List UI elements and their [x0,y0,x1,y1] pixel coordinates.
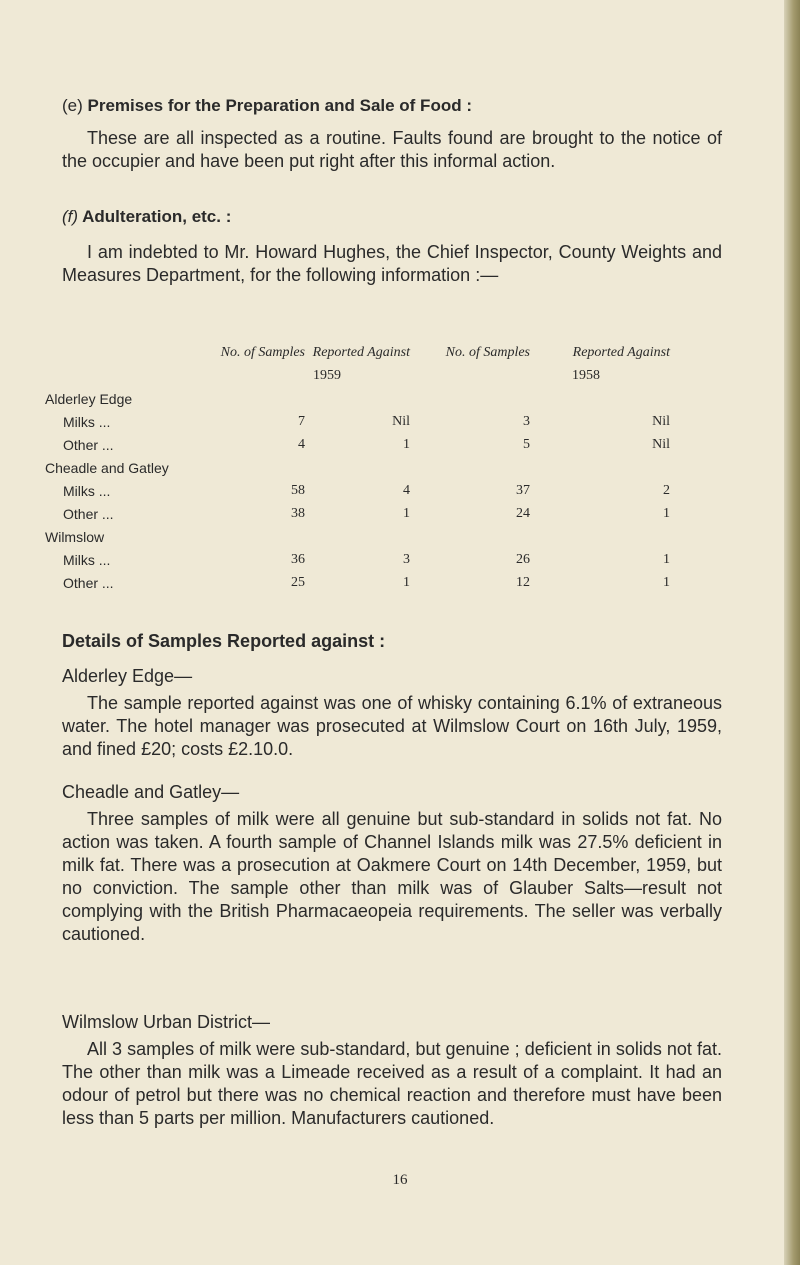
group-row [45,384,670,407]
cell: 1 [663,506,670,521]
row-label: Other ... [63,575,114,591]
row-label: Other ... [63,437,114,453]
section-f-text: I am indebted to Mr. Howard Hughes, the Chief Inspector, County Weights and Measures Department, for the following information :— [62,242,722,285]
alderley-heading: Alderley Edge— [62,666,193,686]
table-year-row [45,361,670,384]
row-label: Other ... [63,506,114,522]
wilmslow-text: All 3 samples of milk were sub-standard, but genuine ; deficient in solids not fat. The other than milk was a Limeade received as a result of a complaint. It had an odour of petrol but there was no chemical reaction and therefore must have been less than 5 parts per million. Manufacturers cautioned. [62,1039,722,1128]
samples-table [45,338,670,591]
section-e-body [62,127,722,173]
table-row [45,476,670,499]
cell: 4 [298,437,305,452]
cell: 1 [663,575,670,590]
cell: 38 [291,506,305,521]
section-e-heading [62,96,472,116]
col-header: No. of Samples [220,345,305,360]
row-label: Milks ... [63,483,111,499]
section-f-title: Adulteration, etc. : [82,207,232,226]
cell: 36 [291,552,305,567]
cell: Nil [652,437,670,452]
group-row [45,522,670,545]
cell: 3 [403,552,410,567]
table-row [45,568,670,591]
cell: 3 [523,414,530,429]
wilmslow-heading: Wilmslow Urban District— [62,1012,271,1032]
table-row [45,499,670,522]
table-header-row [45,338,670,361]
cell: 1 [403,575,410,590]
cell: 4 [403,483,410,498]
group-name: Alderley Edge [45,391,133,407]
cell: 37 [516,483,530,498]
page-edge [784,0,800,1265]
group-row [45,453,670,476]
section-e-title: Premises for the Preparation and Sale of Food : [87,96,472,115]
cell: 5 [523,437,530,452]
cell: 58 [291,483,305,498]
page-number: 16 [392,1172,408,1188]
cell: 1 [403,437,410,452]
table-row [45,407,670,430]
cheadle-text: Three samples of milk were all genuine but sub-standard in solids not fat. No action was taken. A fourth sample of Channel Islands milk was 27.5% deficient in milk fat. There was a prosecution at Oakmere Court on 14th December, 1959, but no conviction. The sample other than milk was of Glauber Salts—result not complying with the British Pharmacaeopeia requirements. The seller was verbally cautioned. [62,809,722,944]
section-f-heading [62,207,231,227]
year-1958: 1958 [572,368,600,383]
cell: Nil [392,414,410,429]
year-1959: 1959 [313,368,341,383]
cell: 1 [403,506,410,521]
cell: 24 [516,506,530,521]
alderley-body [62,692,722,761]
section-e-text: These are all inspected as a routine. Faults found are brought to the notice of the occupier and have been put right after this informal action. [62,128,722,171]
group-name: Wilmslow [45,529,105,545]
cheadle-heading: Cheadle and Gatley— [62,782,240,802]
col-header: Reported Against [312,345,410,360]
table-row [45,545,670,568]
col-header: Reported Against [572,345,670,360]
alderley-text: The sample reported against was one of whisky containing 6.1% of extraneous water. The hotel manager was prosecuted at Wilmslow Court on 16th July, 1959, and fined £20; costs £2.10.0. [62,693,722,759]
cell: 2 [663,483,670,498]
cell: 1 [663,552,670,567]
col-header: No. of Samples [445,345,530,360]
cell: 12 [516,575,530,590]
cell: 26 [516,552,530,567]
cell: Nil [652,414,670,429]
row-label: Milks ... [63,414,111,430]
details-title: Details of Samples Reported against : [62,631,386,651]
section-e-label: (e) [62,96,83,115]
section-f-label: (f) [62,207,79,226]
wilmslow-body [62,1038,722,1130]
cell: 25 [291,575,305,590]
table-row [45,430,670,453]
section-f-body [62,241,722,287]
cheadle-body [62,808,722,946]
group-name: Cheadle and Gatley [45,460,169,476]
cell: 7 [298,414,305,429]
row-label: Milks ... [63,552,111,568]
